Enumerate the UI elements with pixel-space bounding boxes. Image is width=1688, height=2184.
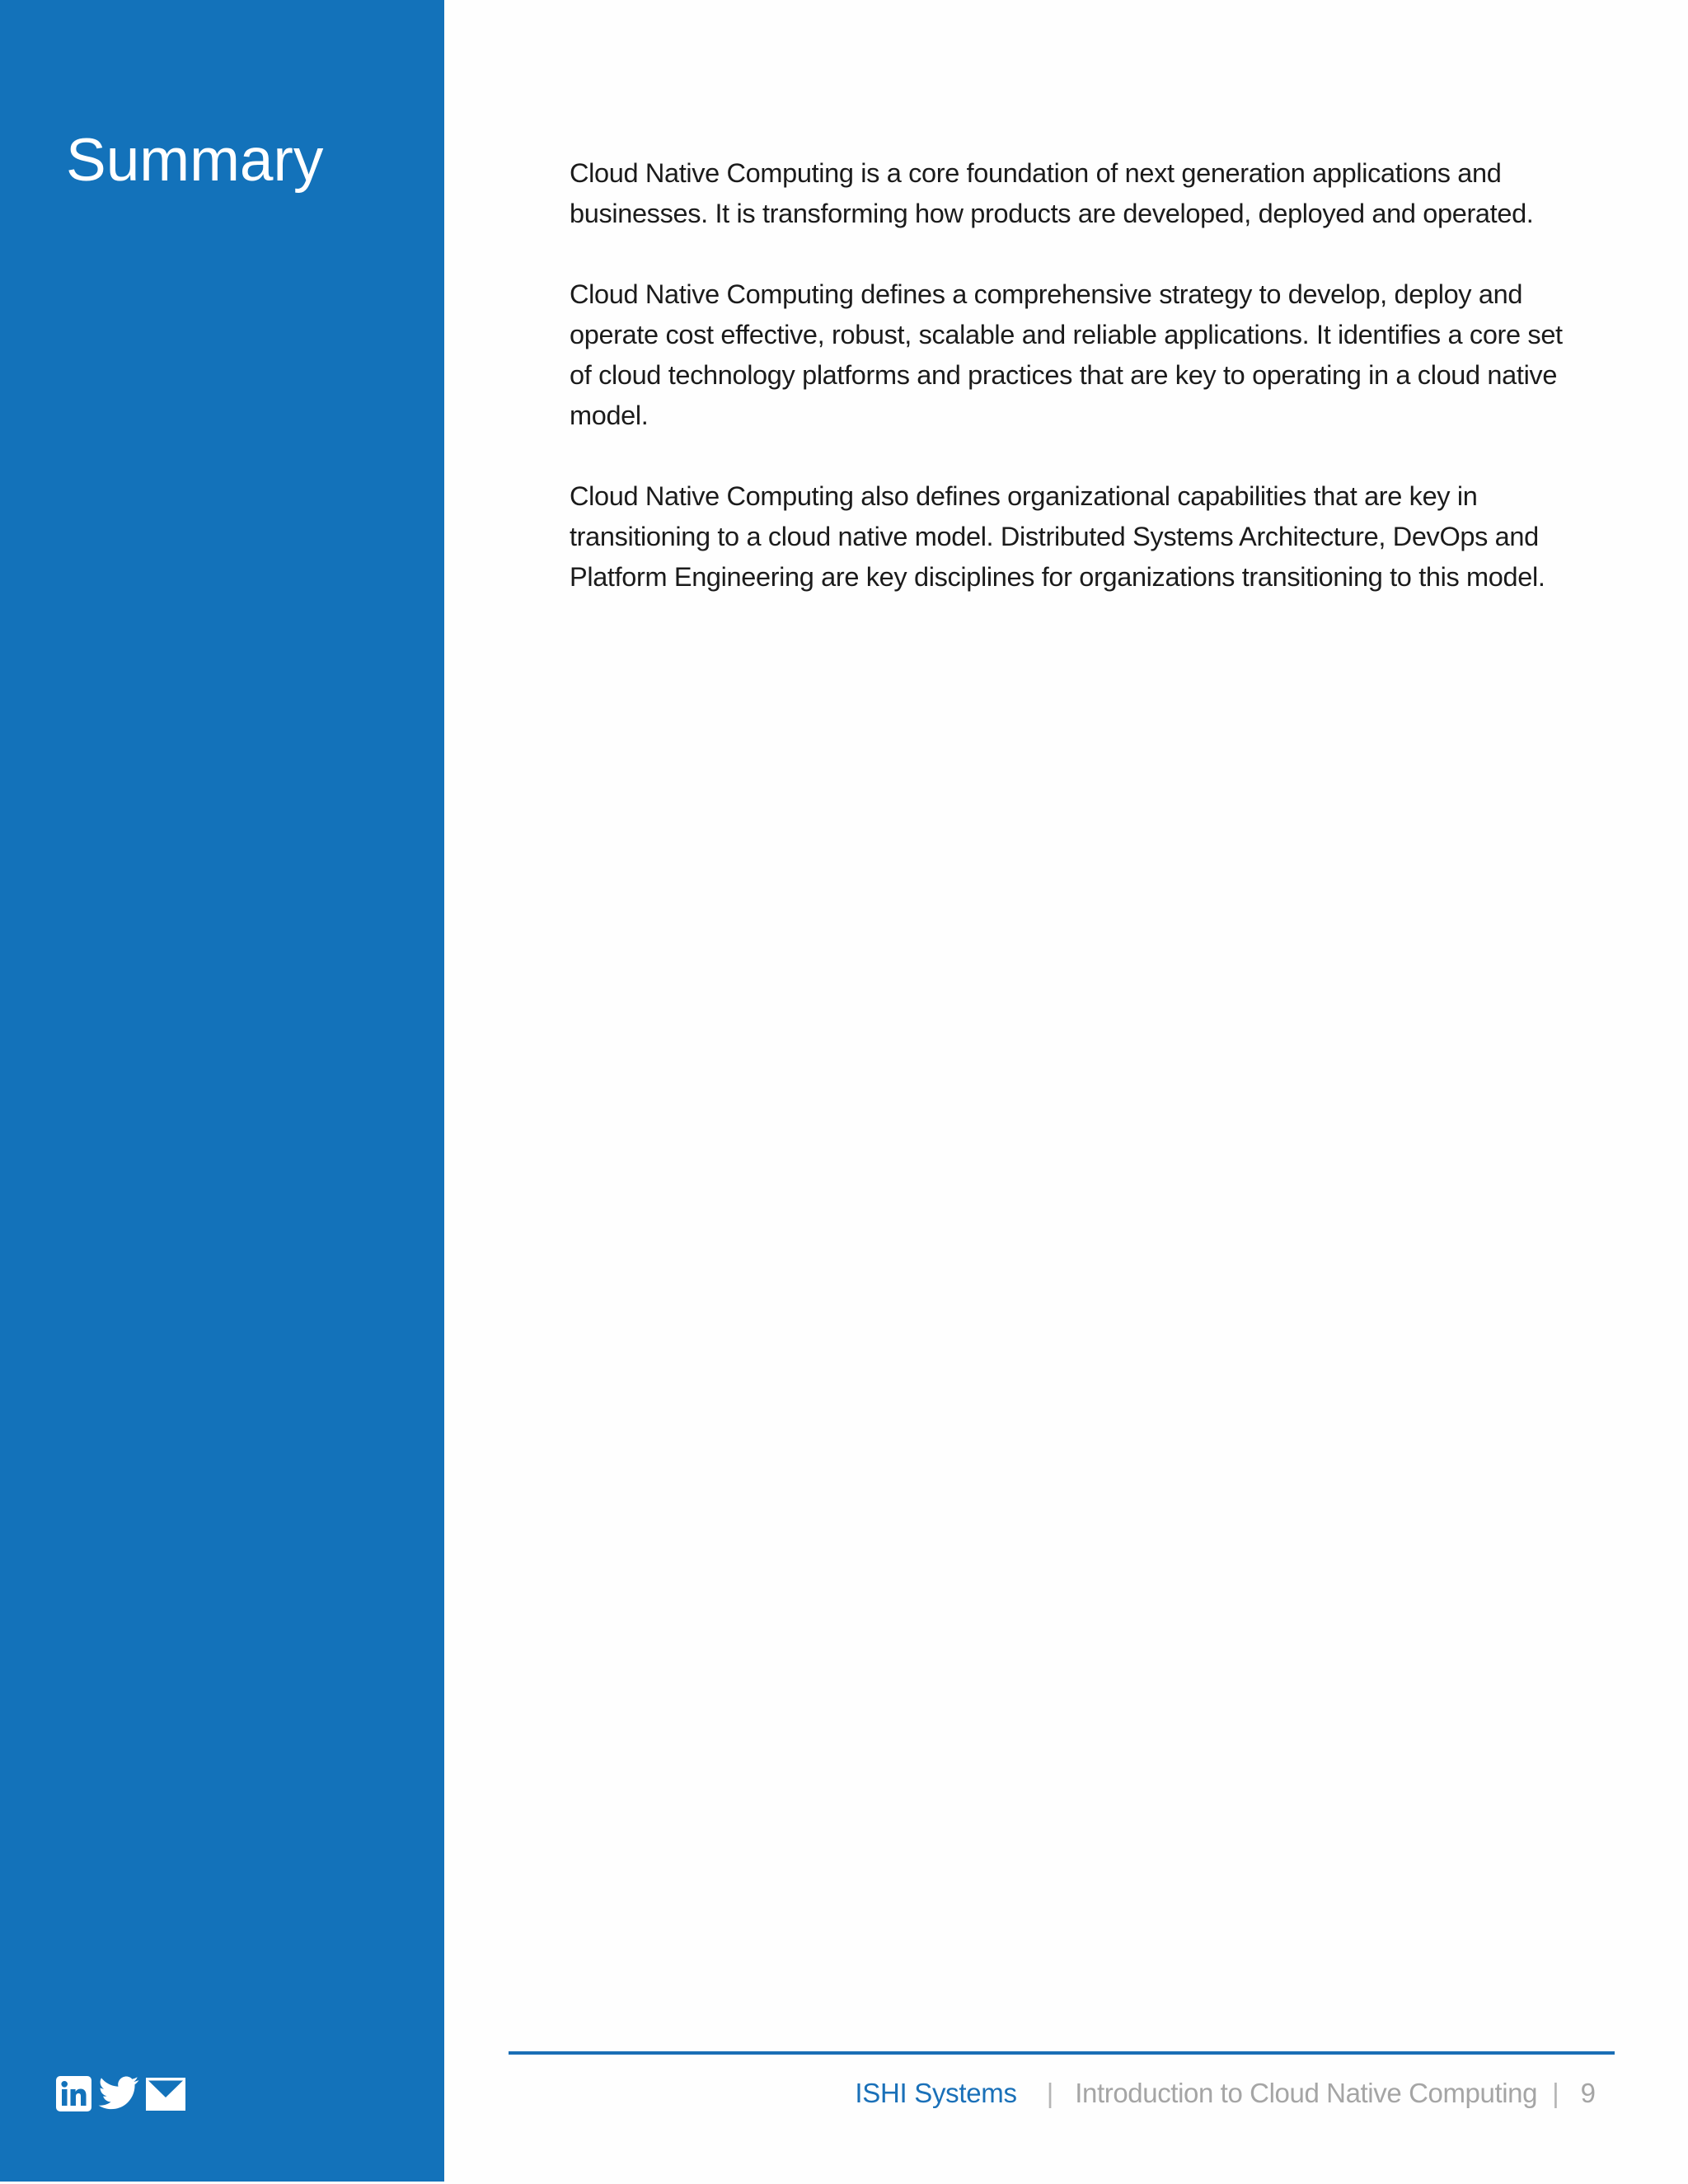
social-links — [56, 2076, 185, 2111]
twitter-icon[interactable] — [98, 2076, 139, 2111]
sidebar — [0, 0, 444, 2182]
paragraph: Cloud Native Computing defines a comprehensive strategy to develop, deploy and operate cost effective, robust, scalable and reliable applications. It identifies a core set of cloud technology platforms and practices that are key to operating in a cloud native model. — [570, 279, 1563, 430]
page-number: 9 — [1580, 2078, 1596, 2108]
footer-document-title: Introduction to Cloud Native Computing — [1075, 2078, 1538, 2108]
page-title: Summary — [66, 127, 324, 194]
footer-company-name: ISHI Systems — [855, 2078, 1017, 2108]
page-footer — [855, 2077, 1596, 2110]
paragraph: Cloud Native Computing also defines organizational capabilities that are key in transitioning to a cloud native model. Distributed Systems Architecture, DevOps and Platform Engineering are key disciplines for organizations transitioning to this model. — [570, 481, 1545, 592]
linkedin-icon[interactable] — [56, 2076, 91, 2111]
summary-body — [570, 153, 1583, 638]
footer-separator: | — [1046, 2078, 1054, 2108]
paragraph: Cloud Native Computing is a core foundation of next generation applications and businesses. It is transforming how products are developed, deployed and operated. — [570, 158, 1534, 228]
footer-divider-line — [509, 2051, 1615, 2055]
footer-separator: | — [1552, 2078, 1559, 2108]
mail-icon[interactable] — [146, 2078, 185, 2111]
